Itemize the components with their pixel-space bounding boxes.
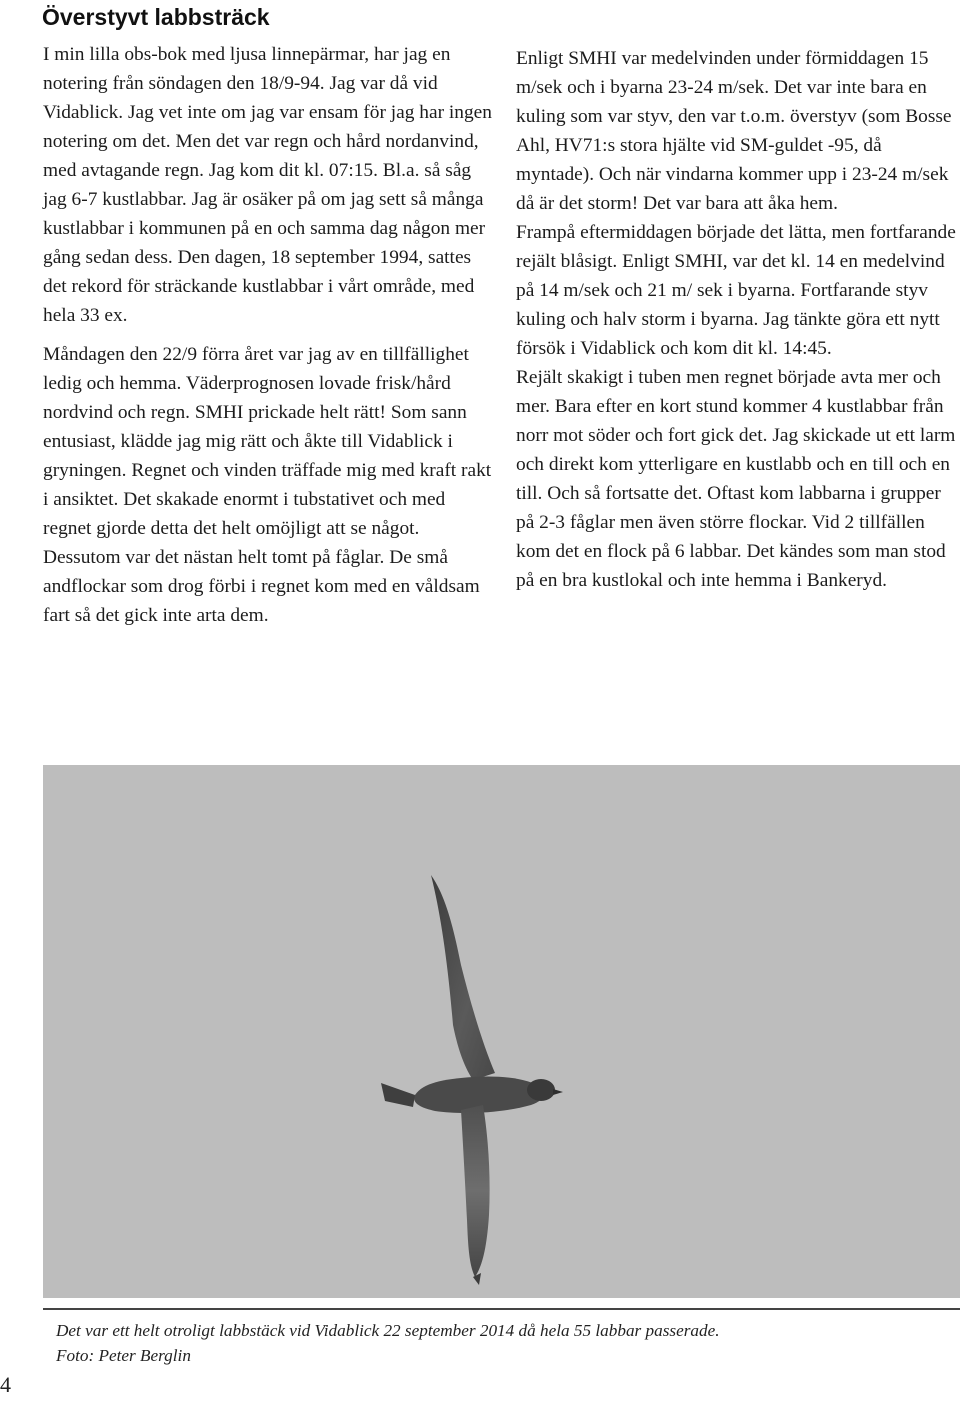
bird-photo [43,765,960,1298]
caption-text: Det var ett helt otroligt labbstäck vid Vidablick 22 september 2014 då hela 55 labbar passerade. [56,1321,720,1340]
photo-credit: Foto: Peter Berglin [56,1346,191,1365]
photo-caption [56,1318,956,1368]
article-right-column [516,44,960,595]
caption-divider [43,1308,960,1310]
article-paragraph: Frampå eftermiddagen började det lätta, men fortfarande rejält blåsigt. Enligt SMHI, var det kl. 14 en medelvind på 14 m/sek och 21 m/ sek i byarna. Fortfarande styv kuling och halv storm i byarna. Jag tänkte göra ett nytt försök i Vidablick och kom dit kl. 14:45. [516,222,956,359]
article-paragraph: Måndagen den 22/9 förra året var jag av en tillfällighet ledig och hemma. Väderprognosen lovade frisk/hård nordvind och regn. SMHI prickade helt rätt! Som sann entusiast, klädde jag mig rätt och åkte till Vidablick i gryningen. Regnet och vinden träffade mig med kraft rakt i ansiktet. Det skakade enormt i tubstativet och med regnet gjorde detta det helt omöjligt att se något. Dessutom var det nästan helt tomt på fåglar. De små andflockar som drog förbi i regnet kom med en våldsam fart så det gick inte arta dem. [43,344,492,626]
article-paragraph: Enligt SMHI var medelvinden under förmiddagen 15 m/sek och i byarna 23-24 m/sek. Det var inte bara en kuling som var styv, den var t.o.m. överstyv (som Bosse Ahl, HV71:s stora hjälte vid SM-guldet -95, då myntade). Och när vindarna kommer upp i 23-24 m/sek då är det storm! Det var bara att åka hem. [516,48,952,214]
article-paragraph: I min lilla obs-bok med ljusa linnepärmar, har jag en notering från söndagen den 18/9-94. Jag var då vid Vidablick. Jag vet inte om jag var ensam för jag har ingen notering om det. Men det var regn och hård nordanvind, med avtagande regn. Jag kom dit kl. 07:15. Bl.a. så såg jag 6-7 kustlabbar. Jag är osäker på om jag sett så många kustlabbar i kommunen på en och samma dag någon mer gång sedan dess. Den dagen, 18 september 1994, sattes det rekord för sträckande kustlabbar i vårt område, med hela 33 ex. [43,44,492,326]
skua-in-flight-illustration [43,765,960,1298]
article-paragraph: Rejält skakigt i tuben men regnet började avta mer och mer. Bara efter en kort stund kommer 4 kustlabbar från norr mot söder och fort gick det. Jag skickade ut ett larm och direkt kom ytterligare en kustlabb och en till och en till. Och så fortsatte det. Oftast kom labbarna i grupper på 2-3 fåglar men även större flockar. Vid 2 tillfällen kom det en flock på 6 labbar. Det kändes som man stod på en bra kustlokal och inte hemma i Bankeryd. [516,367,956,591]
article-title: Överstyvt labbsträck [42,4,270,30]
article-left-column [43,40,493,630]
page-number: 4 [0,1372,11,1397]
